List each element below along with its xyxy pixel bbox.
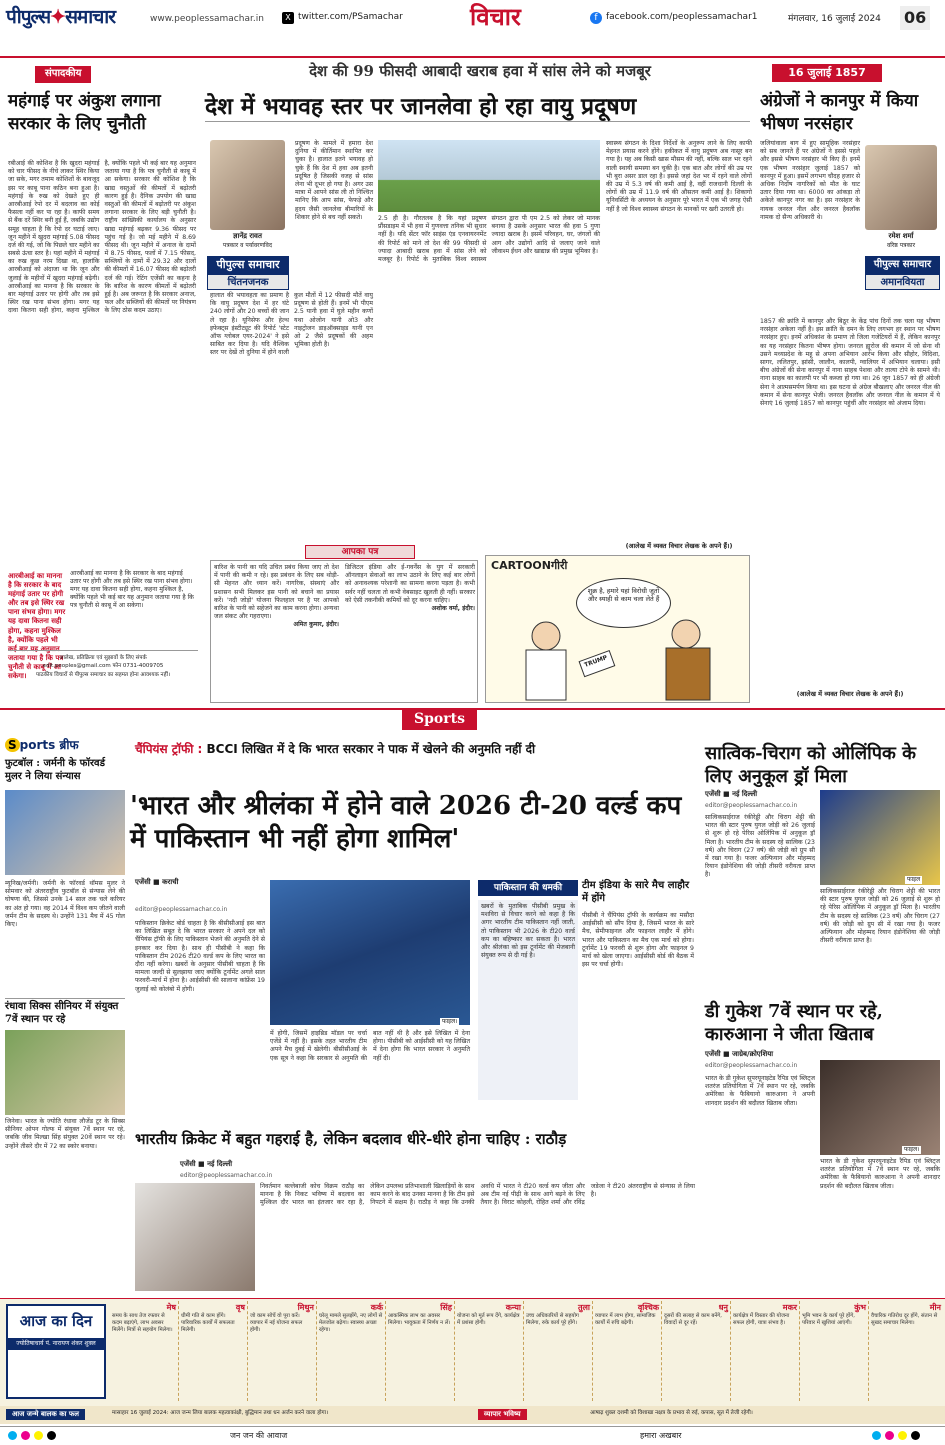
pollution-illustration [378, 140, 600, 212]
footer [0, 1426, 945, 1445]
letter-2: डिजिटल इंडिया और ई-गवर्नेंस के युग में सरकारी ऑनलाइन सेवाओं का लाभ उठाने के लिए कई बार लोगों को अनावश्यक परेशानी का सामना करना पड़ता है। कभी सर्वर नहीं चलता तो कभी वेबसाइट खुलती ही नहीं। सरकार को ऐसी तकनीकी कमियों को दूर करना चाहिए। अशोक वर्मा, इंदौर। [345, 564, 475, 612]
sports-body-2: में होगी, जिसमें हाइब्रिड मॉडल पर चर्चा एजेंडे में नहीं है। इसके तहत भारतीय टीम अपने मैच दुबई में खेलेगी। बीसीसीआई के एक सूत्र ने कहा कि सरकार से अनुमति की बात नहीं थी है और इसे लिखित में देना होगा। पीसीबी को आईसीसी को यह लिखित में देना होगा कि भारत सरकार ने अनुमति नहीं दी। [270, 1030, 470, 1062]
horoscope-title-box [6, 1304, 106, 1399]
rathod-headline: भारतीय क्रिकेट में बहुत गहराई है, लेकिन बदलाव धीरे-धीरे होना चाहिए : राठौड़ [135, 1130, 567, 1148]
section-title: विचार [470, 2, 521, 31]
satvik-byline: एजेंसी ■ नई दिल्ली [705, 790, 758, 798]
horo-mesh: मेष समय के साथ तेज रफ्तार से कदम बढ़ाएंगे, लाभ अवसर मिलेंगे। मित्रों से सहयोग मिलेगा। [110, 1301, 179, 1401]
color-registration-left [6, 1431, 58, 1443]
randhawa-photo [5, 1030, 125, 1115]
bhav-right: आषाढ़ शुक्ल दशमी को विशाखा नक्षत्र के प्रभाव से रुई, कपास, सूत में तेजी रहेगी। [590, 1410, 753, 1416]
color-registration-right [870, 1431, 922, 1443]
letter-2-name: अशोक वर्मा, इंदौर। [431, 604, 475, 612]
editorial-side: आरबीआई का मानना है कि सरकार के बाद महंगाई उतार पर होगी और तब इसे स्थिर रख पाना संभव होगा। मगर यह दावा कितना सही होगा, कहना मुश्किल है, क्योंकि पहले भी कई बार यह अनुमान जताया गया है कि पत्र चुनौती से काबू में आ सकेगा। [70, 570, 194, 610]
cartoon-title: CARTOONगीरी [491, 559, 568, 572]
horoscope-title: आज का दिन [19, 1312, 93, 1330]
sports-headline: 'भारत और श्रीलंका में होने वाले 2026 टी-20 वर्ल्ड कप में पाकिस्तान भी नहीं होगा शामिल' [130, 791, 682, 855]
horo-mithun: मिथुन जो काम सोचें वो पूरा करें। व्यापार में नई योजना सफल होगी। [248, 1301, 317, 1401]
history-note: (आलेख में व्यक्त विचार लेखक के अपने हैं।) [796, 690, 904, 698]
cartoon-figures [486, 616, 751, 704]
main-col-1: प्रदूषण के मामले में हमारा देश दुनिया में कीर्तिमान स्थापित कर चुका है। हालात इतने भयावह हो चुके हैं कि देश में हवा अब इतनी प्रदूषित है जिसकी वजह से सांस लेना भी दूभर हो गया है। अगर उस मात्रा में आपने सांस ली तो निश्चित मानिए कि आप सांस, फेफड़े और हृदय जैसी जानलेवा बीमारियों के शिकार होने से बच नहीं सकते। [295, 140, 373, 221]
author-photo [210, 140, 285, 230]
facebook-link[interactable]: f facebook.com/peoplessamachar1 [590, 12, 758, 24]
letter-1-name: अमित कुमार, इंदौर। [293, 621, 339, 629]
gukesh-byline: एजेंसी ■ जाग्रेब/क्रोएशिया [705, 1050, 774, 1058]
bhav-text: मासाहार 16 जुलाई 2024: आज जन्म लिया बालक महत्वाकांक्षी, बुद्धिमान तथा धन अर्जन करने वाला होगा। [112, 1410, 329, 1416]
gukesh-photo [820, 1060, 940, 1155]
history-headline: अंग्रेजों ने कानपुर में किया भीषण नरसंहार [760, 91, 919, 134]
main-note: (आलेख में व्यक्त विचार लेखक के अपने हैं।) [625, 542, 733, 550]
editorial-body: रबीआई की कोशिश है कि खुदरा महंगाई को चार फीसद के नीचे लाकर स्थिर किया जा सके, मगर तमाम कोशिशों के बावजूद इस पर काबू पाना कठिन बना हुआ है। महंगाई के रुख को देखते हुए ही आरबीआई रेपो दर में बदलाव का कोई फैसला नहीं कर पा रहा है। काफी समय से बैंक दरें स्थिर बनी हुई हैं, जबकि उद्योग समूह चाहता है कि रेपो दर घटाई जाए। जून महीने में खुदरा महंगाई 5.08 फीसद दर्ज की गई, जो कि पिछले चार महीने का सबसे ऊंचा स्तर है। यहां महीने में महंगाई का रुख कुछ नरम दिखा था, हालांकि आरबीआई को अंदाजा था कि जून और जुलाई के महीनों में खुदरा महंगाई बढ़ेगी। आरबीआई का मानना है कि सरकार के बार महंगाई उतार पर होगी और तब इसे स्थिर रख पाना संभव होगा। मगर यह दावा कितना सही होगा, कहना मुश्किल है, क्योंकि पहले भी कई बार यह अनुमान जताया गया है कि पत्र चुनौती से काबू में आ सकेगा। सरकार की कोशिश है कि खाद्य वस्तुओं की कीमतों में बढ़ोतरी कारण हुई है। दैनिक उपयोग की खाद्य वस्तुओं की कीमतों में बढ़ोतरी पर अंकुश लगाना सरकार के लिए बड़ी चुनौती है। राष्ट्रीय सांख्यिकी कार्यालय के अनुसार खाद्य महंगाई बढ़कर 9.36 फीसद पर पहुंच गई है। जो मई महीने में 8.69 फीसद थी। जून महीने में अनाज के दामों में 8.75 फीसद, फलों में 7.15 फीसद, सब्जियों के दामों में 29.32 और दालों की कीमतों में 16.07 फीसद की बढ़ोतरी दर्ज की गई। रेटिंग एजेंसी का कहना है कि बारिश के कारण कीमतों में बढ़ोतरी हुई है। अब जरूरत है कि सरकार अनाज, फल और सब्जियों की कीमतों पर नियंत्रण के लिए ठोस कदम उठाए। [8, 160, 197, 315]
x-icon: X [282, 12, 294, 24]
editorial-pullquote: आरबीआई का मानना है कि सरकार के बाद महंगाई उतार पर होगी और तब इसे स्थिर रख पाना संभव होगा। मगर यह दावा कितना सही होगा, कहना मुश्किल है, क्योंकि पहले भी कई बार यह अनुमान जताया गया है कि पत्र चुनौती से काबू में आ सकेगा। [8, 572, 66, 681]
horo-meen: मीन वैचारिक गतिरोध दूर होंगे, संतान से सुखद समाचार मिलेगा। [871, 1303, 941, 1326]
history-author-role: वरिष्ठ पत्रकार [886, 242, 916, 249]
letters-title: आपका पत्र [305, 545, 415, 559]
sports-email[interactable]: editor@peoplessamachar.co.in [135, 906, 228, 913]
main-col-3: 2.5 ही है। गौरतलब है कि यहां प्रदूषण प्रौंसडाइम में भी हवा में गुणवत्ता तनिक भी सुधार नहीं है। यदि सेंटर फॉर साइंस एंड एनवायरनमेंट की रिपोर्ट को माने तो देश की 99 फीसदी से ज्यादा आबादी खराब हवा में सांस लेने को मजबूर है। रिपोर्ट के मुताबिक विश्व स्वास्थ्य संगठन द्वारा पी एम 2.5 को लेकर जो मानक बनाया है उसके अनुसार भारत की हवा 5 गुणा ज्यादा खराब है। इसमें परिवहन, घर, जंगलों की आग और उद्योगों आदि से जलाए जाने वाले जीवाश्म ईंधन और खाद्यान्न की प्रमुख भूमिका है। [378, 215, 600, 263]
gukesh-body: भारत के डी गुकेश सुपरयूनाइटेड रैपिड एवं ब्लिट्ज शतरंज प्रतियोगिता में 7वें स्थान पर रहे, जबकि अमेरिका के फैबियानो कारुआना ने अपनी शानदार प्रदर्शन की बदौलत खिताब जीता। [705, 1075, 815, 1107]
history-brand: पीपुल्स समाचार [865, 256, 940, 274]
satvik-email[interactable]: editor@peoplessamachar.co.in [705, 802, 798, 809]
contact-email[interactable]: edit.peoples@gmail.com फोन 0731-4009705 [42, 663, 164, 670]
history-author: रमेश शर्मा [888, 232, 914, 240]
team-india-body: पीसीबी ने चैंपियंस ट्रॉफी के कार्यक्रम का मसौदा आईसीसी को सौंप दिया है, जिसमें भारत के सारे मैच, सेमीफाइनल और फाइनल लाहौर में होंगे। भारत और पाकिस्तान का मैच एक मार्च को होगा। टूर्नामेंट 19 फरवरी से शुरू होगा और फाइनल 9 मार्च को खेला जाएगा। आईसीसी बोर्ड की बैठक में इस पर चर्चा होगी। [582, 912, 694, 969]
sports-kicker: चैंपियंस ट्रॉफी : BCCI लिखित में दे कि भारत सरकार ने पाक में खेलने की अनुमति नहीं दी [135, 742, 536, 756]
main-headline: देश में भयावह स्तर पर जानलेवा हो रहा वायु प्रदूषण [205, 93, 750, 122]
column-tag: चिंतनजनक [207, 274, 289, 290]
contact-label: आलेख, प्रतिक्रिया एवं सुझावों के लिए संपर्क [59, 655, 147, 661]
brief-1-body: म्यूनिख/जर्मनी। जर्मनी के फॉरवर्ड थॉमस मुलर ने सोमवार को अंतरराष्ट्रीय फुटबॉल से संन्यास लेने की घोषणा की, जिससे उनके 14 साल तक चले करियर का अंत हो गया। वह 2014 में विश्व कप जीतने वाली जर्मन टीम के सदस्य थे। उन्होंने 131 मैच में 45 गोल किए। [5, 880, 125, 928]
main-tagline: देश की 99 फीसदी आबादी खराब हवा में सांस लेने को मजबूर [309, 62, 651, 80]
gukesh-email[interactable]: editor@peoplessamachar.co.in [705, 1062, 798, 1069]
horoscope-astrologer: ज्योतिषाचार्य पं. नारायण शंकर शुक्ल [8, 1338, 104, 1350]
brief-1-headline: फुटबॉल : जर्मनी के फॉरवर्ड मुलर ने लिया संन्यास [5, 758, 105, 782]
editorial-headline: महंगाई पर अंकुश लगाना सरकार के लिए चुनौती [8, 91, 161, 134]
satvik-headline: सात्विक-चिराग को ओलिंपिक के लिए अनुकूल ड्रॉ मिला [705, 743, 916, 788]
satvik-body: सात्विकसाईराज रंकीरेड्डी और चिराग शेट्टी की भारत की स्टार पुरुष युगल जोड़ी को 26 जुलाई से शुरू हो रहे पेरिस ओलिंपिक में अनुकूल ड्रॉ मिला है। भारतीय टीम के सदस्य रहे सात्विक (23 वर्ष) और चिराग (27 वर्ष) की जोड़ी को ग्रुप सी में रखा गया है। फजर अल्फियान और मोहम्मद रियान इंडोनेशिया की जोड़ी तीसरी वरीयता प्राप्त है। [705, 814, 815, 879]
sports-brief-label: S ports ब्रीफ [5, 738, 79, 753]
issue-date: मंगलवार, 16 जुलाई 2024 [788, 14, 881, 24]
editorial-tag: संपादकीय [35, 66, 91, 83]
bhav-mid-tag: व्यापार भविष्य [478, 1409, 527, 1420]
main-col-4: स्वास्थ्य संगठन के दिशा निर्देशों के अनुरूप लाने के लिए काफी मेहनत प्रयास करने होंगे। हकीकत में वायु प्रदूषण अब नासूर बन गया है। यह अब किसी खास मौसम की नहीं, बल्कि साल भर रहने वाली स्थायी समस्या बन चुकी है। एक बात और लोगों की उम्र पर भी बुरा असर डाल रहा है। इससे जहां देश भर में रहने वाले लोगों की उम्र में 5.3 वर्ष की कमी आई है, वहीं राजधानी दिल्ली के लोगों की उम्र में 11.9 वर्ष की औसतन कमी आई है। शिकागो यूनिवर्सिटी के अध्ययन के अनुसार पूरे भारत में एक भी जगह ऐसी नहीं है जो विश्व स्वास्थ्य संगठन के मानकों पर खरी उतरती हो। [606, 140, 752, 213]
gukesh-body-2: भारत के डी गुकेश सुपरयूनाइटेड रैपिड एवं ब्लिट्ज शतरंज प्रतियोगिता में 7वें स्थान पर रहे, जबकि अमेरिका के फैबियानो कारुआना ने अपनी शानदार प्रदर्शन की बदौलत खिताब जीता। [820, 1158, 940, 1190]
team-india-headline: टीम इंडिया के सारे मैच लाहौर में होंगे [582, 880, 690, 904]
brief-2-body: जिनेवा। भारत के ज्योति रंधावा लौजेंड टूर के सिक्स सीनियर ओपन गोल्फ में संयुक्त 7वें स्थान पर रहे, जबकि जीव मिल्खा सिंह संयुक्त 20वें स्थान पर रहे। उन्होंने तीसरे दौर में 72 का स्कोर बनाया। [5, 1118, 125, 1150]
cartoon-sign: TRUMP [583, 654, 609, 669]
author-name: ज्ञानेंद्र रावत [233, 232, 262, 240]
rathod-body: निवर्तमान बल्लेबाजी कोच विक्रम राठौड़ का मानना है कि निकट भविष्य में बदलाव का मुश्किल दौर भारत का इंतजार कर रहा है, लेकिन उपलब्ध प्रतिभाशाली खिलाड़ियों के साथ काम करने के बाद उनका मानना है कि टीम इसे निपटने में सक्षम है। राठौड़ ने कहा कि उनकी अवधि में भारत ने टी20 वर्ल्ड कप जीता और अब टीम नई पीढ़ी के साथ आगे बढ़ने के लिए तैयार है। विराट कोहली, रोहित शर्मा और रविंद्र जडेजा ने टी20 अंतरराष्ट्रीय से संन्यास ले लिया है। [260, 1183, 695, 1207]
twitter-link[interactable]: X twitter.com/PSamachar [282, 12, 403, 24]
gukesh-headline: डी गुकेश 7वें स्थान पर रहे, कारुआना ने जीता खिताब [705, 1001, 883, 1046]
horo-kanya: कन्या योजना को मूर्त रूप देंगे, कार्यक्षेत्र में प्रशंसा होगी। [455, 1301, 524, 1401]
muller-photo [5, 790, 125, 875]
rathod-email[interactable]: editor@peoplessamachar.co.in [180, 1172, 273, 1179]
horo-kark: कर्क घरेलू मामले सुलझेंगे, नए लोगों से मेलजोल बढ़ेगा। स्वास्थ्य अच्छा रहेगा। [317, 1301, 386, 1401]
birth-forecast-bar [0, 1406, 945, 1424]
gukesh-photo-caption: फाइल। [904, 1146, 920, 1153]
satvik-photo-caption: फाइल [907, 876, 921, 883]
letter-1: बारिश के पानी का यदि उचित प्रबंध किया जाए तो देश में पानी की कमी न रहे। इस प्रबंधन के लिए सब थोड़ी-सी मेहनत और ध्यान करें। नागरिक, संस्थाएं और प्रशासन सभी मिलकर इस पानी को बचाने का प्रयास करें। 'नदी जोड़ो' योजना फिलहाल पर है पर आपको बारिश के पानी को सहेजने का काम करना होगा। अन्यथा जल संकट और गहराएगा। अमित कुमार, इंदौर। [214, 564, 339, 629]
horo-kumbh: कुंभ भूमि भवन के कार्य पूरे होंगे, परिवार में खुशियां आएंगी। [800, 1301, 869, 1401]
rathod-photo [135, 1183, 255, 1291]
horo-vrishchik: वृश्चिक व्यापार में लाभ होगा, सामाजिक कार्यों में रुचि बढ़ेगी। [593, 1301, 662, 1401]
history-date-tag: 16 जुलाई 1857 [772, 64, 882, 82]
horo-makar: मकर कार्यक्षेत्र में विस्तार की योजना सफल होगी, यात्रा संभव है। [731, 1301, 800, 1401]
page-number: 06 [900, 6, 930, 30]
horo-vrish: वृष धीमी गति से काम होंगे। पारिवारिक कार्यों में सफलता मिलेगी। [179, 1301, 248, 1401]
brand-box: पीपुल्स समाचार [207, 256, 289, 274]
logo[interactable]: पीपुल्स✦समाचार [6, 6, 115, 28]
speech-bubble: शुक्र है, हमारे यहां विरोधी जूतों और स्याही से काम चला लेते हैं [576, 578, 671, 628]
cricket-photo-caption: फाइल। [442, 1018, 458, 1025]
author-role: पत्रकार व पर्यावरणविद [222, 242, 273, 249]
horo-singh: सिंह आकस्मिक लाभ का अवसर मिलेगा। भावुकता में निर्णय न लें। [386, 1301, 455, 1401]
history-body-1: जलियांवाला बाग में हुए सामूहिक नरसंहार को सब जानते हैं पर अंग्रेजों ने इससे पहले और इससे भीषण नरसंहार भी किए हैं। इनमें एक भीषण नरसंहार जुलाई 1857 को कानपुर में हुआ। इसमें लगभग चौदह हजार से अधिक निर्दोष नागरिकों को मौत के घाट उतार दिया गया था। 6000 का आंकड़ा तो अकेले कानपुर नगर का है। इस नरसंहार के नायक जनरल नील और जनरल हैवलॉक नामक दो सैन्य अधिकारी थे। [760, 140, 860, 221]
contact-note: पाठकीय विचारों से पीपुल्स समाचार का सहमत होना आवश्यक नहीं। [35, 671, 171, 678]
horo-dhanu: धनु दूसरों की सलाह से काम बनेंगे, विवादों से दूर रहें। [662, 1301, 731, 1401]
history-column: अमानवियता [865, 274, 940, 290]
footer-left: जन जन की आवाज [230, 1431, 288, 1440]
sports-byline: एजेंसी ■ कराची [135, 878, 179, 886]
bhav-left-tag: आज जन्मे बालक का फल [6, 1409, 85, 1420]
sports-body-1: पाकिस्तान क्रिकेट बोर्ड चाहता है कि बीसीसीआई इस बात का लिखित सबूत दे कि भारत सरकार ने अपने दल को चैंपियंस ट्रॉफी के लिए पाकिस्तान भेजने की अनुमति देने से इनकार कर दिया है। साथ ही पीसीबी ने कहा कि पाकिस्तान टीम 2026 टी20 वर्ल्ड कप के लिए भारत का दौरा नहीं करेगा। खबरों के अनुसार पीसीबी चाहता है कि मामला जल्दी से सुलझाया जाए क्योंकि टूर्नामेंट अगले साल फरवरी-मार्च में होना है। आईसीसी की सालाना कांफ्रेंस 19 जुलाई को कोलंबो में होगी। [135, 920, 265, 993]
footer-right: हमारा अखबार [640, 1431, 682, 1440]
facebook-icon: f [590, 12, 602, 24]
brief-2-headline: रंधावा सिक्स सीनियर में संयुक्त 7वें स्थान पर रहे [5, 998, 125, 1026]
history-body-2: 1857 की क्रांति में कानपुर और बिठूर के केंद्र पांच दिनों तक चला यह भीषण नरसंहार अकेला नहीं है। इस क्रांति के दमन के लिए लगभग हर स्थान पर भीषण नरसंहार हुए। इनमें अधिकांश के प्रमाण तो जिला गजेटियरों में हैं, लेकिन कानपुर का यह नरसंहार कितना भीषण होगा। जनरल ह्यूरोज की कमान में जो सेना थी उसने मध्यप्रदेश के महू से अपना अभियान आरंभ किया और सीहोर, विदिशा, सागर, ललितपुर, झांसी, जालौन, कालपी, ग्वालियर में अभियान चलाया। इसी बीच अंग्रेजों की सेना कानपुर में नाना साहब पेशवा और तात्या टोपे के सामने थी। नाना साहब का कालपी पर भी कब्जा हो गया था। 26 जून 1857 को ही अंग्रेजी सेना ने आत्मसमर्पण किया था। इस घटना से अंग्रेज बौखलाए और जनरल नील की कमान में सेना कानपुर भेजी। जनरल हैवलॉक और जनरल नील के कमान में ये सेनाएं 16 जुलाई 1857 को कानपुर पहुंचीं और नरसंहार को अंजाम दिया। [760, 318, 940, 407]
cartoon-panel [485, 555, 750, 703]
site-url[interactable]: www.peoplessamachar.in [150, 14, 264, 24]
sports-tag: Sports [402, 710, 477, 730]
cricket-photo [270, 880, 470, 1025]
horo-tula: तुला उच्च अधिकारियों से सहयोग मिलेगा, रुके कार्य पूरे होंगे। [524, 1301, 593, 1401]
pak-threat-box: पाकिस्तान की धमकी [478, 880, 578, 896]
satvik-photo [820, 790, 940, 885]
pak-threat-body: खबरों के मुताबिक पीसीबी प्रमुख के मशविरा से विचार करने को कहा है कि अगर भारतीय टीम पाकिस्तान नहीं जाती, तो पाकिस्तान भी 2026 के टी20 वर्ल्ड कप का बहिष्कार कर सकता है। भारत और श्रीलंका को इस टूर्नामेंट की मेजबानी संयुक्त रूप से दी गई है। [478, 900, 578, 1100]
rathod-byline: एजेंसी ■ नई दिल्ली [180, 1160, 233, 1168]
history-author-photo [865, 145, 937, 230]
horoscope-strip [0, 1298, 945, 1406]
satvik-body-2: सात्विकसाईराज रंकीरेड्डी और चिराग शेट्टी की भारत की स्टार पुरुष युगल जोड़ी को 26 जुलाई से शुरू हो रहे पेरिस ओलिंपिक में अनुकूल ड्रॉ मिला है। भारतीय टीम के सदस्य रहे सात्विक (23 वर्ष) और चिराग (27 वर्ष) की जोड़ी को ग्रुप सी में रखा गया है। फजर अल्फियान और मोहम्मद रियान इंडोनेशिया की जोड़ी तीसरी वरीयता प्राप्त है। [820, 888, 940, 945]
main-col-2: हालात की भयावहता का प्रमाण है कि वायु प्रदूषण देश में हर घंटे 240 लोगों और 20 बच्चों की जान ले रहा है। यूनिसेफ और हेल्थ इफेक्ट्स इंस्टीट्यूट की रिपोर्ट 'स्टेट ऑफ ग्लोबल एयर-2024' ने इसे साबित कर दिया है। यदि वैश्विक स्तर पर देखें तो दुनिया में होने वाली कुल मौतों में 12 फीसदी मौतें वायु प्रदूषण से होती हैं। इनमें भी पीएम 2.5 यानी हवा में घुले महीन कणों यथा ओजोन यानी ओ3 और नाइट्रोजन डाइऑक्साइड यानी एन ओ 2 जैसे प्रदूषकों की अहम भूमिका होती है। [210, 292, 373, 357]
